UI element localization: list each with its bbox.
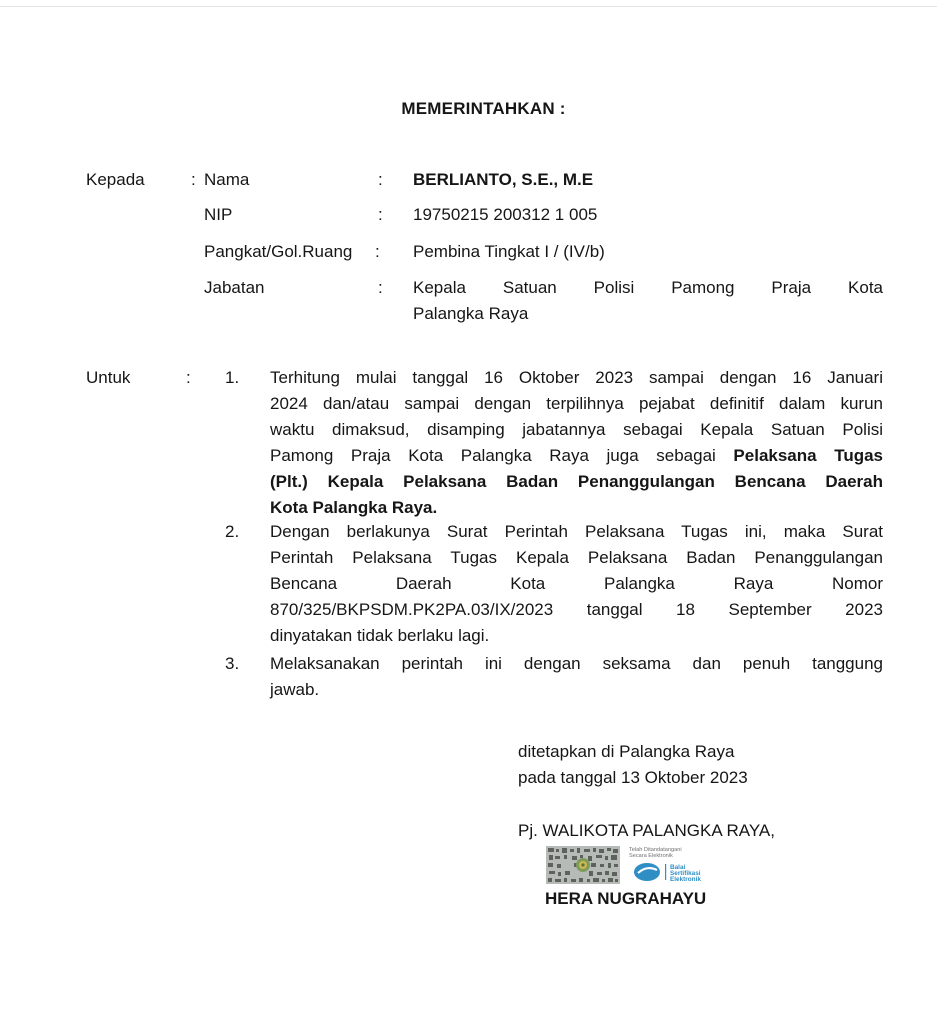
nip-label: NIP: [204, 205, 233, 224]
item-3-line: Melaksanakan perintah ini dengan seksama dan penuh tanggung: [270, 654, 883, 673]
page-heading: MEMERINTAHKAN :: [401, 99, 566, 118]
purpose-label: Untuk: [86, 368, 131, 387]
item-2-number: 2.: [225, 522, 240, 541]
signatory-name: HERA NUGRAHAYU: [545, 889, 707, 908]
item-2-text: [270, 519, 883, 649]
name-value: BERLIANTO, S.E., M.E: [413, 170, 594, 189]
signature-place: ditetapkan di Palangka Raya: [518, 742, 735, 761]
seal-text: Secara Elektronik: [629, 853, 673, 859]
item-2-line: 870/325/BKPSDM.PK2PA.03/IX/2023 tanggal 18 September 2023: [270, 600, 883, 619]
signature-office: Pj. WALIKOTA PALANGKA RAYA,: [518, 821, 775, 840]
recipient-label: Kepada: [86, 170, 145, 189]
position-value-line2: Palangka Raya: [413, 304, 529, 323]
item-2-line: Bencana Daerah Kota Palangka Raya Nomor: [270, 574, 883, 593]
item-3-number: 3.: [225, 654, 240, 673]
item-1-number: 1.: [225, 368, 240, 387]
item-1-line: Terhitung mulai tanggal 16 Oktober 2023 sampai dengan 16 Januari: [270, 368, 883, 387]
item-2-line: Perintah Pelaksana Tugas Kepala Pelaksana Badan Penanggulangan: [270, 548, 883, 567]
item-3-text: [270, 651, 883, 703]
item-1-bold-line: (Plt.) Kepala Pelaksana Badan Penanggulangan Bencana Daerah: [270, 472, 883, 491]
position-label: Jabatan: [204, 278, 265, 297]
signature-date: pada tanggal 13 Oktober 2023: [518, 768, 748, 787]
top-border: [0, 6, 937, 7]
purpose-colon: :: [186, 368, 191, 387]
seal-text: Elektronik: [670, 876, 701, 883]
seal-text: Telah Ditandatangani: [629, 847, 682, 853]
item-2-line: dinyatakan tidak berlaku lagi.: [270, 626, 490, 645]
nip-colon: :: [378, 205, 383, 224]
seal-text: Sertifikasi: [670, 870, 701, 877]
rank-value: Pembina Tingkat I / (IV/b): [413, 242, 605, 261]
rank-colon: :: [375, 242, 380, 261]
item-2-line: Dengan berlakunya Surat Perintah Pelaksana Tugas ini, maka Surat: [270, 522, 883, 541]
recipient-colon: :: [191, 170, 196, 189]
seal-text: Balai: [670, 864, 686, 871]
position-colon: :: [378, 278, 383, 297]
item-1-line-mixed: [270, 443, 883, 469]
position-value-line1: Kepala Satuan Polisi Pamong Praja Kota: [413, 278, 883, 297]
nip-value: 19750215 200312 1 005: [413, 205, 598, 224]
item-1-line: waktu dimaksud, disamping jabatannya sebagai Kepala Satuan Polisi: [270, 420, 883, 439]
item-3-line: jawab.: [270, 680, 320, 699]
electronic-signature-seal: [627, 845, 739, 885]
rank-label: Pangkat/Gol.Ruang: [204, 242, 353, 261]
item-1-line-bold: Pelaksana Tugas: [733, 446, 883, 465]
item-1-line-normal: Pamong Praja Kota Palangka Raya juga sebagai: [270, 446, 734, 465]
item-1-line: 2024 dan/atau sampai dengan terpilihnya pejabat definitif dalam kurun: [270, 394, 883, 413]
qr-code-icon: [546, 846, 620, 884]
name-colon: :: [378, 170, 383, 189]
item-1-text: [270, 365, 883, 521]
name-label: Nama: [204, 170, 250, 189]
item-1-bold-line: Kota Palangka Raya.: [270, 498, 438, 517]
